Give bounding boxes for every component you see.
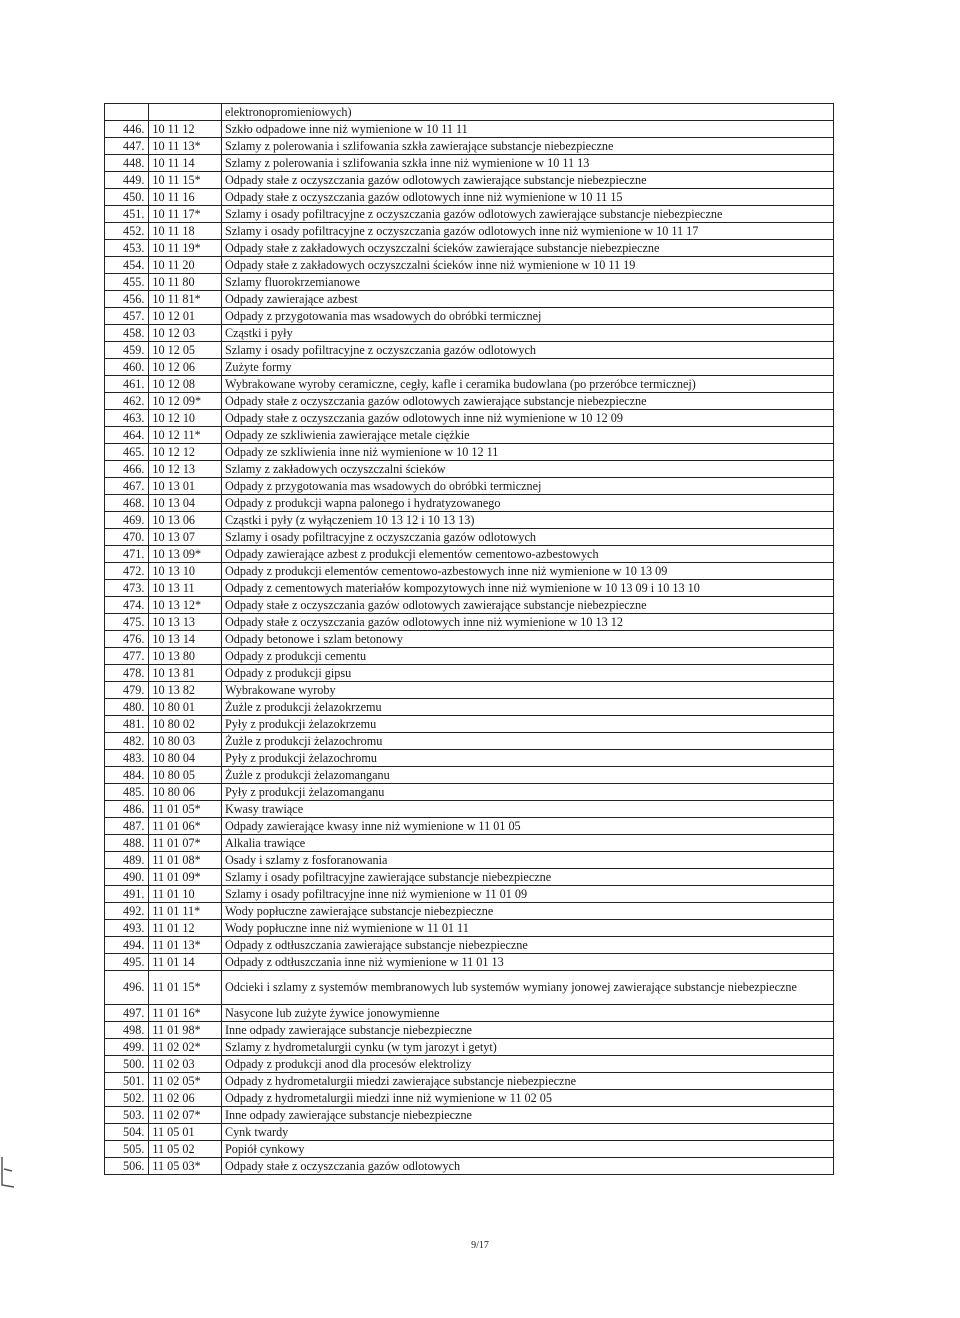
- row-number-cell: 499.: [105, 1039, 149, 1056]
- waste-code-cell: 10 11 17*: [149, 206, 222, 223]
- table-row: [105, 699, 834, 716]
- row-number-cell: 473.: [105, 580, 149, 597]
- waste-code-cell: 10 12 05: [149, 342, 222, 359]
- table-row: [105, 937, 834, 954]
- row-number-cell: 500.: [105, 1056, 149, 1073]
- row-number-cell: 456.: [105, 291, 149, 308]
- row-number-cell: 458.: [105, 325, 149, 342]
- waste-description-cell: Cynk twardy: [221, 1124, 833, 1141]
- waste-code-cell: 11 05 01: [149, 1124, 222, 1141]
- waste-description-cell: Szlamy z polerowania i szlifowania szkła inne niż wymienione w 10 11 13: [221, 155, 833, 172]
- row-number-cell: 448.: [105, 155, 149, 172]
- page-number: 9/17: [471, 1240, 489, 1251]
- waste-code-cell: [149, 104, 222, 121]
- table-row: [105, 1056, 834, 1073]
- waste-code-cell: 10 11 14: [149, 155, 222, 172]
- table-row: [105, 529, 834, 546]
- waste-code-cell: 10 13 04: [149, 495, 222, 512]
- waste-description-cell: Odpady z produkcji elementów cementowo-azbestowych inne niż wymienione w 10 13 09: [221, 563, 833, 580]
- table-row: [105, 1039, 834, 1056]
- table-row: [105, 869, 834, 886]
- table-row: [105, 1124, 834, 1141]
- waste-code-cell: 11 02 03: [149, 1056, 222, 1073]
- row-number-cell: 505.: [105, 1141, 149, 1158]
- table-row: [105, 155, 834, 172]
- waste-description-cell: Szkło odpadowe inne niż wymienione w 10 11 11: [221, 121, 833, 138]
- waste-code-cell: 10 13 09*: [149, 546, 222, 563]
- waste-description-cell: Inne odpady zawierające substancje niebezpieczne: [221, 1107, 833, 1124]
- waste-code-cell: 10 11 20: [149, 257, 222, 274]
- waste-code-cell: 10 13 01: [149, 478, 222, 495]
- row-number-cell: 462.: [105, 393, 149, 410]
- row-number-cell: 501.: [105, 1073, 149, 1090]
- waste-description-cell: Szlamy z polerowania i szlifowania szkła zawierające substancje niebezpieczne: [221, 138, 833, 155]
- table-row: [105, 342, 834, 359]
- waste-code-cell: 10 12 12: [149, 444, 222, 461]
- waste-code-cell: 11 01 98*: [149, 1022, 222, 1039]
- row-number-cell: 495.: [105, 954, 149, 971]
- waste-description-cell: Odpady ze szkliwienia zawierające metale ciężkie: [221, 427, 833, 444]
- row-number-cell: 449.: [105, 172, 149, 189]
- waste-code-cell: 11 01 07*: [149, 835, 222, 852]
- table-row: [105, 308, 834, 325]
- row-number-cell: 482.: [105, 733, 149, 750]
- waste-code-cell: 10 12 10: [149, 410, 222, 427]
- table-row: [105, 257, 834, 274]
- row-number-cell: 492.: [105, 903, 149, 920]
- table-row: [105, 325, 834, 342]
- waste-description-cell: Odpady zawierające azbest: [221, 291, 833, 308]
- waste-code-cell: 10 11 13*: [149, 138, 222, 155]
- table-row: [105, 1005, 834, 1022]
- binding-mark: [0, 1155, 18, 1189]
- waste-description-cell: Odpady stałe z oczyszczania gazów odlotowych: [221, 1158, 833, 1175]
- table-row: [105, 359, 834, 376]
- waste-description-cell: Odpady z produkcji wapna palonego i hydratyzowanego: [221, 495, 833, 512]
- waste-code-cell: 10 80 05: [149, 767, 222, 784]
- waste-description-cell: Wybrakowane wyroby: [221, 682, 833, 699]
- waste-description-cell: Szlamy i osady pofiltracyjne inne niż wymienione w 11 01 09: [221, 886, 833, 903]
- waste-code-cell: 11 01 13*: [149, 937, 222, 954]
- row-number-cell: 485.: [105, 784, 149, 801]
- waste-description-cell: Szlamy z hydrometalurgii cynku (w tym jarozyt i getyt): [221, 1039, 833, 1056]
- waste-description-cell: Odpady z odtłuszczania zawierające substancje niebezpieczne: [221, 937, 833, 954]
- row-number-cell: 502.: [105, 1090, 149, 1107]
- waste-description-cell: Odcieki i szlamy z systemów membranowych lub systemów wymiany jonowej zawierające substancje niebezpieczne: [221, 971, 833, 1005]
- row-number-cell: 461.: [105, 376, 149, 393]
- waste-code-cell: 11 01 12: [149, 920, 222, 937]
- waste-code-cell: 11 01 06*: [149, 818, 222, 835]
- waste-code-cell: 11 01 05*: [149, 801, 222, 818]
- row-number-cell: 455.: [105, 274, 149, 291]
- waste-description-cell: Odpady betonowe i szlam betonowy: [221, 631, 833, 648]
- waste-code-cell: 10 11 80: [149, 274, 222, 291]
- waste-description-cell: Odpady stałe z oczyszczania gazów odlotowych zawierające substancje niebezpieczne: [221, 393, 833, 410]
- waste-code-cell: 10 13 13: [149, 614, 222, 631]
- row-number-cell: 476.: [105, 631, 149, 648]
- waste-description-cell: Odpady z hydrometalurgii miedzi zawierające substancje niebezpieczne: [221, 1073, 833, 1090]
- waste-description-cell: Szlamy i osady pofiltracyjne z oczyszczania gazów odlotowych inne niż wymienione w 10 11 17: [221, 223, 833, 240]
- table-row: [105, 563, 834, 580]
- waste-description-cell: Odpady z hydrometalurgii miedzi inne niż wymienione w 11 02 05: [221, 1090, 833, 1107]
- waste-description-cell: elektronopromieniowych): [221, 104, 833, 121]
- waste-code-cell: 11 02 05*: [149, 1073, 222, 1090]
- waste-code-cell: 10 80 04: [149, 750, 222, 767]
- waste-code-cell: 10 11 12: [149, 121, 222, 138]
- row-number-cell: 491.: [105, 886, 149, 903]
- table-row: [105, 716, 834, 733]
- row-number-cell: 486.: [105, 801, 149, 818]
- waste-code-cell: 10 13 14: [149, 631, 222, 648]
- waste-description-cell: Szlamy fluorokrzemianowe: [221, 274, 833, 291]
- row-number-cell: 480.: [105, 699, 149, 716]
- waste-code-cell: 10 12 08: [149, 376, 222, 393]
- waste-code-cell: 10 12 03: [149, 325, 222, 342]
- table-row: [105, 733, 834, 750]
- waste-description-cell: Cząstki i pyły: [221, 325, 833, 342]
- table-row: [105, 665, 834, 682]
- table-row: [105, 648, 834, 665]
- row-number-cell: 457.: [105, 308, 149, 325]
- table-row: [105, 444, 834, 461]
- table-row: [105, 376, 834, 393]
- row-number-cell: 494.: [105, 937, 149, 954]
- waste-code-cell: 10 13 10: [149, 563, 222, 580]
- waste-description-cell: Odpady stałe z oczyszczania gazów odlotowych inne niż wymienione w 10 12 09: [221, 410, 833, 427]
- waste-description-cell: Odpady z cementowych materiałów kompozytowych inne niż wymienione w 10 13 09 i 10 13 10: [221, 580, 833, 597]
- waste-description-cell: Żużle z produkcji żelazochromu: [221, 733, 833, 750]
- waste-code-cell: 10 11 19*: [149, 240, 222, 257]
- row-number-cell: 490.: [105, 869, 149, 886]
- waste-code-cell: 10 13 12*: [149, 597, 222, 614]
- waste-code-table: [104, 103, 834, 1175]
- table-row: [105, 954, 834, 971]
- row-number-cell: 496.: [105, 971, 149, 1005]
- waste-code-cell: 11 01 09*: [149, 869, 222, 886]
- waste-description-cell: Odpady stałe z zakładowych oczyszczalni ścieków zawierające substancje niebezpieczne: [221, 240, 833, 257]
- waste-code-cell: 10 80 01: [149, 699, 222, 716]
- row-number-cell: 467.: [105, 478, 149, 495]
- table-row: [105, 291, 834, 308]
- waste-description-cell: Odpady z przygotowania mas wsadowych do obróbki termicznej: [221, 308, 833, 325]
- row-number-cell: 506.: [105, 1158, 149, 1175]
- waste-description-cell: Odpady stałe z oczyszczania gazów odlotowych inne niż wymienione w 10 13 12: [221, 614, 833, 631]
- table-row: [105, 818, 834, 835]
- waste-code-cell: 11 01 10: [149, 886, 222, 903]
- row-number-cell: 464.: [105, 427, 149, 444]
- table-row: [105, 1158, 834, 1175]
- table-row: [105, 1107, 834, 1124]
- table-row: [105, 682, 834, 699]
- table-row: [105, 172, 834, 189]
- waste-description-cell: Odpady stałe z oczyszczania gazów odlotowych zawierające substancje niebezpieczne: [221, 172, 833, 189]
- waste-code-cell: 10 80 02: [149, 716, 222, 733]
- waste-description-cell: Odpady z produkcji anod dla procesów elektrolizy: [221, 1056, 833, 1073]
- waste-description-cell: Pyły z produkcji żelazochromu: [221, 750, 833, 767]
- table-row: [105, 1073, 834, 1090]
- table-row: [105, 206, 834, 223]
- waste-description-cell: Odpady ze szkliwienia inne niż wymienione w 10 12 11: [221, 444, 833, 461]
- row-number-cell: 471.: [105, 546, 149, 563]
- table-row: [105, 478, 834, 495]
- row-number-cell: 497.: [105, 1005, 149, 1022]
- waste-description-cell: Odpady z przygotowania mas wsadowych do obróbki termicznej: [221, 478, 833, 495]
- table-row: [105, 886, 834, 903]
- waste-code-cell: 10 11 18: [149, 223, 222, 240]
- row-number-cell: 475.: [105, 614, 149, 631]
- waste-code-cell: 11 02 02*: [149, 1039, 222, 1056]
- waste-code-cell: 11 02 06: [149, 1090, 222, 1107]
- table-row: [105, 614, 834, 631]
- table-row: [105, 512, 834, 529]
- waste-code-cell: 10 80 06: [149, 784, 222, 801]
- waste-code-cell: 10 13 07: [149, 529, 222, 546]
- row-number-cell: 481.: [105, 716, 149, 733]
- waste-description-cell: Inne odpady zawierające substancje niebezpieczne: [221, 1022, 833, 1039]
- row-number-cell: 472.: [105, 563, 149, 580]
- table-row-continuation: [105, 104, 834, 121]
- table-row: [105, 597, 834, 614]
- table-row: [105, 546, 834, 563]
- table-row: [105, 138, 834, 155]
- waste-code-cell: 11 01 11*: [149, 903, 222, 920]
- table-row: [105, 1090, 834, 1107]
- row-number-cell: 478.: [105, 665, 149, 682]
- row-number-cell: 459.: [105, 342, 149, 359]
- table-row: [105, 767, 834, 784]
- waste-description-cell: Szlamy i osady pofiltracyjne zawierające substancje niebezpieczne: [221, 869, 833, 886]
- waste-code-table-container: [104, 103, 834, 1175]
- waste-code-cell: 10 12 06: [149, 359, 222, 376]
- waste-description-cell: Zużyte formy: [221, 359, 833, 376]
- row-number-cell: 484.: [105, 767, 149, 784]
- waste-code-cell: 10 12 11*: [149, 427, 222, 444]
- table-row: [105, 240, 834, 257]
- waste-code-cell: 10 11 81*: [149, 291, 222, 308]
- waste-description-cell: Szlamy i osady pofiltracyjne z oczyszczania gazów odlotowych: [221, 342, 833, 359]
- waste-code-cell: 10 12 09*: [149, 393, 222, 410]
- waste-code-cell: 11 01 14: [149, 954, 222, 971]
- row-number-cell: [105, 104, 149, 121]
- waste-description-cell: Odpady stałe z oczyszczania gazów odlotowych zawierające substancje niebezpieczne: [221, 597, 833, 614]
- table-row: [105, 835, 834, 852]
- waste-code-cell: 10 13 81: [149, 665, 222, 682]
- waste-description-cell: Cząstki i pyły (z wyłączeniem 10 13 12 i 10 13 13): [221, 512, 833, 529]
- waste-description-cell: Szlamy i osady pofiltracyjne z oczyszczania gazów odlotowych zawierające substancje niebezpieczne: [221, 206, 833, 223]
- waste-description-cell: Odpady zawierające kwasy inne niż wymienione w 11 01 05: [221, 818, 833, 835]
- table-row: [105, 427, 834, 444]
- row-number-cell: 493.: [105, 920, 149, 937]
- row-number-cell: 483.: [105, 750, 149, 767]
- table-row: [105, 631, 834, 648]
- waste-code-cell: 11 01 08*: [149, 852, 222, 869]
- row-number-cell: 477.: [105, 648, 149, 665]
- table-row: [105, 274, 834, 291]
- waste-code-cell: 10 13 80: [149, 648, 222, 665]
- row-number-cell: 489.: [105, 852, 149, 869]
- row-number-cell: 503.: [105, 1107, 149, 1124]
- waste-code-cell: 11 05 02: [149, 1141, 222, 1158]
- waste-description-cell: Odpady z produkcji gipsu: [221, 665, 833, 682]
- waste-code-cell: 11 01 15*: [149, 971, 222, 1005]
- row-number-cell: 468.: [105, 495, 149, 512]
- waste-code-cell: 10 13 11: [149, 580, 222, 597]
- waste-description-cell: Pyły z produkcji żelazomanganu: [221, 784, 833, 801]
- row-number-cell: 451.: [105, 206, 149, 223]
- waste-description-cell: Odpady stałe z zakładowych oczyszczalni ścieków inne niż wymienione w 10 11 19: [221, 257, 833, 274]
- table-row: [105, 189, 834, 206]
- table-row: [105, 971, 834, 1005]
- waste-description-cell: Szlamy z zakładowych oczyszczalni ścieków: [221, 461, 833, 478]
- row-number-cell: 466.: [105, 461, 149, 478]
- waste-code-cell: 10 11 15*: [149, 172, 222, 189]
- waste-code-cell: 10 80 03: [149, 733, 222, 750]
- table-row: [105, 1141, 834, 1158]
- table-row: [105, 580, 834, 597]
- row-number-cell: 454.: [105, 257, 149, 274]
- waste-code-cell: 10 11 16: [149, 189, 222, 206]
- waste-code-cell: 11 02 07*: [149, 1107, 222, 1124]
- row-number-cell: 463.: [105, 410, 149, 427]
- waste-description-cell: Pyły z produkcji żelazokrzemu: [221, 716, 833, 733]
- waste-code-cell: 10 12 01: [149, 308, 222, 325]
- row-number-cell: 474.: [105, 597, 149, 614]
- row-number-cell: 470.: [105, 529, 149, 546]
- row-number-cell: 450.: [105, 189, 149, 206]
- table-row: [105, 461, 834, 478]
- row-number-cell: 446.: [105, 121, 149, 138]
- table-row: [105, 903, 834, 920]
- row-number-cell: 453.: [105, 240, 149, 257]
- table-row: [105, 223, 834, 240]
- waste-code-cell: 11 01 16*: [149, 1005, 222, 1022]
- table-row: [105, 750, 834, 767]
- waste-code-cell: 10 13 82: [149, 682, 222, 699]
- waste-description-cell: Nasycone lub zużyte żywice jonowymienne: [221, 1005, 833, 1022]
- waste-description-cell: Alkalia trawiące: [221, 835, 833, 852]
- table-row: [105, 393, 834, 410]
- table-row: [105, 121, 834, 138]
- table-row: [105, 784, 834, 801]
- table-row: [105, 1022, 834, 1039]
- waste-description-cell: Osady i szlamy z fosforanowania: [221, 852, 833, 869]
- waste-description-cell: Szlamy i osady pofiltracyjne z oczyszczania gazów odlotowych: [221, 529, 833, 546]
- waste-code-cell: 10 13 06: [149, 512, 222, 529]
- table-row: [105, 920, 834, 937]
- row-number-cell: 447.: [105, 138, 149, 155]
- waste-description-cell: Żużle z produkcji żelazokrzemu: [221, 699, 833, 716]
- row-number-cell: 498.: [105, 1022, 149, 1039]
- waste-description-cell: Odpady z produkcji cementu: [221, 648, 833, 665]
- row-number-cell: 479.: [105, 682, 149, 699]
- waste-description-cell: Popiół cynkowy: [221, 1141, 833, 1158]
- row-number-cell: 487.: [105, 818, 149, 835]
- table-row: [105, 801, 834, 818]
- table-row: [105, 852, 834, 869]
- waste-description-cell: Wody popłuczne inne niż wymienione w 11 01 11: [221, 920, 833, 937]
- row-number-cell: 465.: [105, 444, 149, 461]
- row-number-cell: 452.: [105, 223, 149, 240]
- row-number-cell: 504.: [105, 1124, 149, 1141]
- table-row: [105, 495, 834, 512]
- waste-description-cell: Wybrakowane wyroby ceramiczne, cegły, kafle i ceramika budowlana (po przeróbce termicznej): [221, 376, 833, 393]
- waste-description-cell: Kwasy trawiące: [221, 801, 833, 818]
- waste-description-cell: Odpady stałe z oczyszczania gazów odlotowych inne niż wymienione w 10 11 15: [221, 189, 833, 206]
- waste-code-cell: 11 05 03*: [149, 1158, 222, 1175]
- waste-description-cell: Odpady zawierające azbest z produkcji elementów cementowo-azbestowych: [221, 546, 833, 563]
- waste-code-cell: 10 12 13: [149, 461, 222, 478]
- waste-code-table-body: [105, 104, 834, 1175]
- waste-description-cell: Wody popłuczne zawierające substancje niebezpieczne: [221, 903, 833, 920]
- row-number-cell: 488.: [105, 835, 149, 852]
- waste-description-cell: Żużle z produkcji żelazomanganu: [221, 767, 833, 784]
- waste-description-cell: Odpady z odtłuszczania inne niż wymienione w 11 01 13: [221, 954, 833, 971]
- table-row: [105, 410, 834, 427]
- row-number-cell: 469.: [105, 512, 149, 529]
- row-number-cell: 460.: [105, 359, 149, 376]
